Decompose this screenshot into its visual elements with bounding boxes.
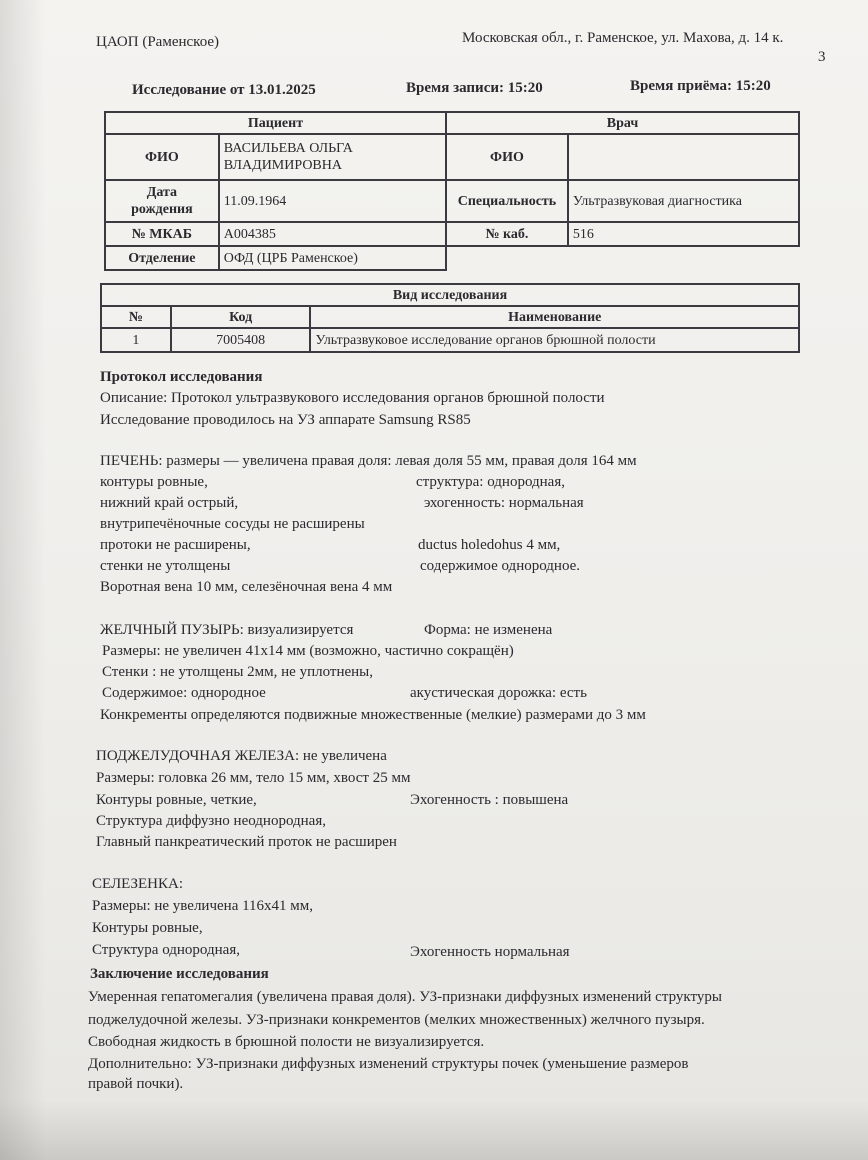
patient-fio-line1: ВАСИЛЬЕВА ОЛЬГА: [223, 141, 353, 156]
specialty-value: Ультразвуковая диагностика: [568, 180, 799, 222]
patient-fio-value: [219, 134, 446, 180]
liver-veins: Воротная вена 10 мм, селезёночная вена 4 мм: [100, 579, 393, 595]
table-header-row: [105, 112, 799, 134]
table-row: [105, 222, 799, 246]
gallbladder-title: ЖЕЛЧНЫЙ ПУЗЫРЬ: визуализируется: [100, 622, 354, 638]
spleen-title: СЕЛЕЗЕНКА:: [92, 876, 184, 892]
liver-vessels: внутрипечёночные сосуды не расширены: [100, 516, 365, 532]
mkab-label: № МКАБ: [105, 222, 219, 246]
table-row: [105, 134, 799, 180]
liver-contents: содержимое однородное.: [420, 558, 581, 574]
pancreas-duct: Главный панкреатический проток не расширен: [96, 834, 397, 850]
conclusion-line2: поджелудочной железы. УЗ-признаки конкрементов (мелких множественных) желчного пузыря.: [88, 1012, 705, 1028]
conclusion-line1: Умеренная гепатомегалия (увеличена правая доля). УЗ-признаки диффузных изменений структуры: [88, 989, 722, 1005]
gallbladder-stones: Конкременты определяются подвижные множественные (мелкие) размерами до 3 мм: [100, 707, 646, 723]
liver-structure: структура: однородная,: [416, 474, 565, 490]
spleen-size: Размеры: не увеличена 116х41 мм,: [92, 898, 314, 914]
conclusion-line4: Дополнительно: УЗ-признаки диффузных изменений структуры почек (уменьшение размеров: [88, 1056, 689, 1072]
col-name-header: Наименование: [310, 306, 799, 328]
protocol-description: Описание: Протокол ультразвукового исследования органов брюшной полости: [100, 390, 605, 406]
dob-label-line2: рождения: [131, 202, 193, 217]
exam-type-table: [100, 283, 800, 353]
gallbladder-shape: Форма: не изменена: [424, 622, 553, 638]
protocol-device: Исследование проводилось на УЗ аппарате Samsung RS85: [100, 412, 471, 428]
dept-value: ОФД (ЦРБ Раменское): [219, 246, 446, 270]
gallbladder-size: Размеры: не увеличен 41х14 мм (возможно, частично сокращён): [102, 643, 514, 659]
gallbladder-acoustic: акустическая дорожка: есть: [410, 685, 587, 701]
doctor-header: Врач: [446, 112, 799, 134]
patient-fio-label: ФИО: [105, 134, 219, 180]
liver-lower-edge: нижний край острый,: [100, 495, 239, 511]
org-address: Московская обл., г. Раменское, ул. Махова, д. 14 к.: [462, 30, 784, 46]
reception-time: Время приёма: 15:20: [630, 78, 771, 94]
liver-contours: контуры ровные,: [100, 474, 208, 490]
org-address-cont: 3: [818, 49, 826, 65]
specialty-label: Специальность: [446, 180, 568, 222]
dob-label-line1: Дата: [146, 185, 178, 200]
exam-type-title: Вид исследования: [101, 284, 799, 306]
patient-fio-line2: ВЛАДИМИРОВНА: [223, 158, 342, 173]
liver-ductus: ductus holedohus 4 мм,: [418, 537, 561, 553]
page-shadow-left: [0, 0, 46, 1160]
spleen-echogenicity: Эхогенность нормальная: [410, 944, 570, 960]
col-code-header: Код: [171, 306, 311, 328]
mkab-value: А004385: [219, 222, 446, 246]
conclusion-title: Заключение исследования: [90, 966, 269, 982]
room-label: № каб.: [446, 222, 568, 246]
table-row: [105, 246, 799, 270]
doctor-fio-value: [568, 134, 799, 180]
pancreas-echogenicity: Эхогенность : повышена: [410, 792, 569, 808]
liver-echogenicity: эхогенность: нормальная: [424, 495, 584, 511]
gallbladder-contents: Содержимое: однородное: [102, 685, 266, 701]
row-code: 7005408: [171, 328, 311, 352]
dob-value: 11.09.1964: [219, 180, 446, 222]
table-header-row: [101, 306, 799, 328]
row-name: Ультразвуковое исследование органов брюшной полости: [310, 328, 799, 352]
protocol-title: Протокол исследования: [100, 369, 263, 385]
liver-size: ПЕЧЕНЬ: размеры — увеличена правая доля: левая доля 55 мм, правая доля 164 мм: [100, 453, 637, 469]
col-num-header: №: [101, 306, 171, 328]
record-time: Время записи: 15:20: [406, 80, 543, 96]
liver-ducts: протоки не расширены,: [100, 537, 251, 553]
conclusion-line5: правой почки).: [88, 1076, 184, 1092]
conclusion-line3: Свободная жидкость в брюшной полости не визуализируется.: [88, 1034, 485, 1050]
spleen-structure: Структура однородная,: [92, 942, 240, 958]
dob-label: [105, 180, 219, 222]
room-value: 516: [568, 222, 799, 246]
pancreas-structure: Структура диффузно неоднородная,: [96, 813, 326, 829]
patient-doctor-table: [104, 111, 800, 271]
liver-walls: стенки не утолщены: [100, 558, 231, 574]
pancreas-size: Размеры: головка 26 мм, тело 15 мм, хвост 25 мм: [96, 770, 411, 786]
page-shadow-bottom: [0, 1100, 868, 1160]
row-num: 1: [101, 328, 171, 352]
patient-header: Пациент: [105, 112, 446, 134]
gallbladder-walls: Стенки : не утолщены 2мм, не уплотнены,: [102, 664, 374, 680]
doctor-fio-label: ФИО: [446, 134, 568, 180]
dept-label: Отделение: [105, 246, 219, 270]
pancreas-contours: Контуры ровные, четкие,: [96, 792, 257, 808]
table-row: [105, 180, 799, 222]
org-name: ЦАОП (Раменское): [96, 34, 220, 50]
table-row: [101, 328, 799, 352]
pancreas-title: ПОДЖЕЛУДОЧНАЯ ЖЕЛЕЗА: не увеличена: [96, 748, 387, 764]
spleen-contours: Контуры ровные,: [92, 920, 203, 936]
empty-cell: [446, 246, 799, 270]
table-header-row: [101, 284, 799, 306]
exam-date: Исследование от 13.01.2025: [132, 82, 316, 98]
